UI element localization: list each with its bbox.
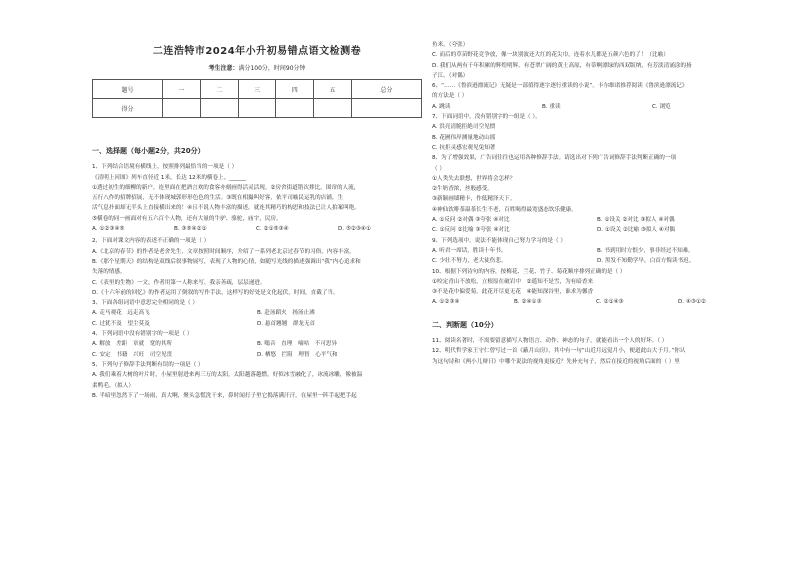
- score-cell[interactable]: [314, 99, 352, 118]
- question-5: [92, 360, 422, 401]
- answer-option[interactable]: B. 嗡音 直理 嘀咕 不可思异: [257, 341, 338, 348]
- answer-options: [92, 350, 422, 360]
- score-header-cell: 四: [276, 80, 314, 99]
- answer-option[interactable]: A. 走马观花 远走高飞: [92, 310, 150, 317]
- section-heading-choice: 一、选择题（每小题2分，共20分）: [92, 147, 205, 155]
- question-line: 10、根据下列诗句的内容，按梅花、兰花、竹子、菊花顺序排列正确的是（ ）: [432, 268, 626, 275]
- question-line: 子江。（对偶）: [432, 72, 469, 79]
- question-1: [92, 162, 422, 234]
- answer-option[interactable]: C. ①反问 ②比喻 ③夸张 ④对比: [432, 227, 510, 234]
- section-heading-judge: 二、判断题（10分）: [432, 320, 498, 329]
- answer-option[interactable]: A. 听君一席话，胜读十年书。: [432, 247, 507, 254]
- notice-text: 满分100分，时间90分钟: [238, 65, 306, 72]
- question-line: ①透过初生的细柳的新户，连里面在把酒言欢的食客亦刻画得活灵活现。②房舍街道错次排比，围帘的人流，: [92, 184, 360, 191]
- question-line: 12、明代哲学家王守仁曾写过一首《蔽月山房》，其中有一句“山近月远觉月小，便道此山大于月。”你认: [432, 348, 686, 355]
- question-line: 为这句诗和《两小儿辩日》中哪个说法的视角更接近？先补充句子，然后在接近的视角后面的（ ）里: [432, 358, 680, 365]
- exam-notice: [92, 63, 422, 72]
- answer-options: [92, 319, 422, 329]
- answer-option[interactable]: A. 解放 差距 章就 宽的其所: [92, 341, 173, 348]
- answer-option[interactable]: B. 书到用时方恨少，事非经过不知难。: [597, 247, 694, 254]
- question-8: [432, 153, 762, 235]
- question-line: 的方法是（ ）: [432, 93, 468, 100]
- answer-option[interactable]: C. 安定 书籍 兴旺 司空见贯: [92, 351, 173, 358]
- question-line: 6、“……《鲁滨逊漂流记》无疑是一部值得逐字逐行重读的小说”。卡尔维诺推荐阅读《鲁滨逊漂流记》: [432, 83, 688, 90]
- answer-option[interactable]: B. ①设关 ②对比 ③拟人 ④对偶: [597, 217, 675, 224]
- question-line: ①人类失去联想，世界将会怎样？: [432, 175, 516, 182]
- answer-options: [432, 215, 762, 225]
- question-line: B.《那个星期天》的结构是双线后叙事物展写，表现了人物的心情，如随写光线的描述强调出“我”内心追求和: [92, 258, 361, 265]
- notice-label: 考生注意：: [208, 65, 239, 72]
- score-header-cell: 题号: [93, 80, 163, 99]
- question-10: [432, 267, 762, 308]
- answer-options: [432, 256, 762, 266]
- score-cell[interactable]: [238, 99, 276, 118]
- answer-option[interactable]: B. ③⑤④②①: [174, 226, 207, 233]
- answer-option[interactable]: D. 黑发不知勤学早，白首方悔读书迟。: [597, 258, 695, 265]
- question-6: [432, 81, 762, 112]
- answer-options: [92, 339, 422, 349]
- question-line: ③新颖画墙精卡，作低精泽天下。: [432, 196, 516, 203]
- question-line: 活气息扑面却无半头上直接横出来的！④且不说人物丰富的描述，就连其精巧的构思和技法已让人拍案叫绝。: [92, 205, 360, 212]
- question-line: 鱼米。（夸张）: [432, 42, 469, 48]
- answer-options: [92, 224, 422, 234]
- answer-options: [92, 308, 422, 318]
- score-header-cell: 五: [314, 80, 352, 99]
- question-line: ④神仙饮啡茶温茶长生不老，百姓喝得最宽盛态饮乐健康。: [432, 206, 577, 213]
- score-header-cell: 三: [238, 80, 276, 99]
- question-5-continued: [432, 40, 762, 81]
- question-line: 柔鸭毛。（拟人）: [92, 382, 134, 389]
- question-line: ③不是花中偏爱菊，此花开尽更无花 ④能知深谷里，谁求为馨香: [432, 289, 594, 296]
- page-title: 二连浩特市2024年小升初易错点语文检测卷: [152, 46, 362, 57]
- question-line: A. 我们乘着大树的叶片时，小屋里射进来两三万的太阳。太阳越落越燃，好似冰雪融化了，冰流冰雕，像被温: [92, 372, 363, 379]
- answer-option[interactable]: A. 洪亮清脆拒絶司空见惯: [432, 124, 496, 131]
- score-cell[interactable]: [276, 99, 314, 118]
- question-3: [92, 298, 422, 329]
- score-cell[interactable]: [163, 99, 201, 118]
- question-7: [432, 112, 762, 153]
- answer-option[interactable]: B. ②④①③: [514, 299, 542, 306]
- score-table: [92, 79, 422, 118]
- question-12: [432, 346, 762, 367]
- question-line: A.《北京的春节》的作者是老舍先生，文章按照时间顺序，介绍了一系列老北京过春节的习俗，内容丰富。: [92, 248, 355, 255]
- score-header-row: [93, 80, 422, 99]
- answer-option[interactable]: B. 重读: [542, 103, 561, 110]
- answer-option[interactable]: D. ①设关 ②比喻 ③拟人 ④对偶: [597, 227, 676, 234]
- question-stem: 3、下面各组词语中意思完全相同的是（ ）: [92, 300, 199, 307]
- question-line: ②牛奶香浓，丝般感受。: [432, 186, 493, 193]
- question-4: [92, 329, 422, 360]
- answer-option[interactable]: A. ①②③④: [432, 299, 460, 306]
- question-line: 五行八作的招牌招展，无不体现城郭形形色色的生活。③既在相撮叫好客，依平司喻民运乳的店铺，生: [92, 195, 344, 202]
- answer-option[interactable]: D. 栖悠 拦阻 理智 心平气和: [257, 351, 338, 358]
- question-stem: 9、下列选项中，说法不能体现自己努力学习的是（ ）: [432, 237, 566, 244]
- question-9: [432, 236, 762, 267]
- score-cell[interactable]: [351, 99, 421, 118]
- answer-option[interactable]: D. ④③①②: [678, 299, 706, 306]
- answer-option[interactable]: B. 花圃伟岸测量地动山摇: [432, 134, 496, 141]
- question-line: D. 我们从两有千年积累的辉煌明辉，有苍翠广阔的黄土高原，有蒂啊漂绿的西双版纳，有芳淡清涌涂的扬: [432, 62, 692, 69]
- question-line: C.《表里的生物》一文，作者用第一人称来写，我亲善疏，层层递进。: [92, 279, 266, 286]
- question-line: 5、下列句子修辞手法判断有误的一项是（ ）: [92, 361, 204, 368]
- answer-option[interactable]: C. 浏览: [652, 103, 671, 110]
- answer-option[interactable]: D. ⑤②③④①: [338, 226, 371, 233]
- question-line: 2、下面对课文内容的表述不正确的一项是（ ）: [92, 238, 210, 245]
- answer-option[interactable]: C. ②①⑤③④: [256, 226, 289, 233]
- score-row-label: 得分: [93, 99, 163, 118]
- answer-option[interactable]: C. 过犹不及 望尘莫及: [92, 320, 150, 327]
- answer-option[interactable]: C. ②①④③: [596, 299, 624, 306]
- question-line: D.《十六年前的回忆》的作者运用了倒叙的写作手法，这样写的好处是文化起伏，时间，直截了当。: [92, 289, 339, 296]
- answer-option[interactable]: D. 悬首翘翘 群龙无首: [257, 320, 316, 327]
- answer-option[interactable]: C. 抗拒灵感宏观见兔知著: [432, 144, 496, 151]
- question-line: B. 半暗里忽然下了一场雨，真大啊，聚头急慌洗干来，鼻时闻打子里它捣落满汗汗，在屋里一阵手起把手起: [92, 392, 357, 399]
- right-column: [432, 40, 762, 367]
- question-line: ⑤横卷的同一画面对有五六百个人物，还有大量的牛驴、骆驼，庙宇，民房。: [92, 215, 282, 222]
- question-line: （ ）: [432, 165, 445, 172]
- question-line: C. 而后的草苗野花竞争放，像一块别波还大红的花尖巾，连着水儿都是五颜六色的了！（比喻）: [432, 52, 669, 59]
- question-line: 1、下列结合语境有横线上，按照排列最恰当的一项是（ ）: [92, 164, 238, 171]
- answer-options: [432, 246, 762, 256]
- left-column: [92, 146, 422, 401]
- answer-options: [432, 225, 762, 235]
- score-header-cell: 一: [163, 80, 201, 99]
- score-cell[interactable]: [200, 99, 238, 118]
- answer-option[interactable]: B. 赴汤蹈火 扬汤止沸: [257, 310, 315, 317]
- question-line: 失落的情感。: [92, 269, 126, 276]
- score-header-cell: 二: [200, 80, 238, 99]
- answer-option[interactable]: C. 少壮不努力，老大徒伤悲。: [432, 258, 507, 265]
- question-line: 《清明上河图》列车直径近 1米，长达 12米的横卷上。______: [92, 174, 247, 181]
- question-line: ①咬定青山不放松，立根原在破岩中 ②遥知不是雪，为有暗香来: [432, 278, 594, 285]
- score-value-row: [93, 99, 422, 118]
- answer-option[interactable]: A. ①反问 ②对偶 ③夸张 ④对比: [432, 217, 510, 224]
- score-header-cell: 总分: [351, 80, 421, 99]
- question-stem: 4、下列词语中没有错别字的一项是（ ）: [92, 331, 193, 338]
- question-2: [92, 236, 422, 298]
- answer-options: [432, 102, 762, 112]
- question-line: 8、为了增强效果，广告词往往也运用各种修辞手法。请选出对下列广告词修辞手法判断正确的一项: [432, 155, 677, 162]
- question-stem: 7、下面词语中，没有错别字的一组是（ ）。: [432, 114, 541, 121]
- question-11: 11、阅读名著时，不需要留意描写人物语言、动作、神态的句子，就能看出一个人的好坏。（ ）: [432, 338, 668, 345]
- answer-option[interactable]: A. 跳读: [432, 103, 451, 110]
- answer-options: [432, 297, 762, 307]
- answer-option[interactable]: A. ①②③④⑤: [92, 226, 125, 233]
